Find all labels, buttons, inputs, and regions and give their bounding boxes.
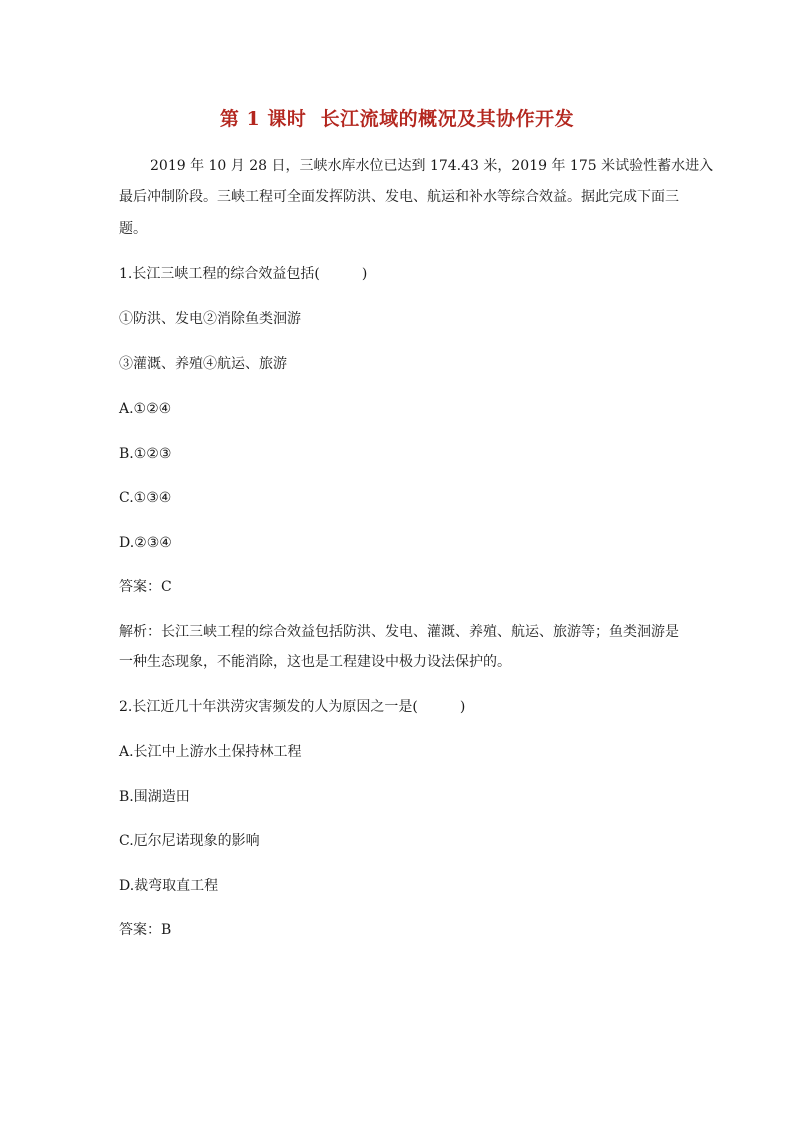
intro-line-2: 最后冲制阶段。三峡工程可全面发挥防洪、发电、航运和补水等综合效益。据此完成下面三 (119, 189, 679, 205)
question-1-items-line-2: ③灌溉、养殖④航运、旅游 (119, 356, 287, 372)
lesson-title: 第 1 课时 长江流域的概况及其协作开发 (219, 108, 575, 130)
question-1-items-line-1: ①防洪、发电②消除鱼类洄游 (119, 311, 301, 327)
question-2-answer: 答案：B (119, 922, 172, 938)
question-1-option-b: B.①②③ (119, 446, 172, 462)
question-1-answer: 答案：C (119, 579, 172, 595)
question-1-analysis-line-2: 一种生态现象，不能消除，这也是工程建设中极力设法保护的。 (119, 654, 511, 670)
question-2-option-c: C.厄尔尼诺现象的影响 (119, 833, 260, 849)
question-2-option-a: A.长江中上游水土保持林工程 (119, 744, 302, 760)
question-1-analysis-line-1: 解析：长江三峡工程的综合效益包括防洪、发电、灌溉、养殖、航运、旅游等；鱼类洄游是 (119, 624, 679, 640)
question-2-option-d: D.裁弯取直工程 (119, 878, 219, 894)
question-1-option-a: A.①②④ (119, 401, 172, 417)
intro-line-1: 2019 年 10 月 28 日，三峡水库水位已达到 174.43 米，2019 年 175 米试验性蓄水进入 (150, 158, 714, 174)
question-1-stem: 1.长江三峡工程的综合效益包括( ) (119, 266, 368, 282)
question-2-stem: 2.长江近几十年洪涝灾害频发的人为原因之一是( ) (119, 699, 466, 715)
intro-line-3: 题。 (119, 221, 147, 237)
question-1-option-d: D.②③④ (119, 535, 172, 551)
question-1-option-c: C.①③④ (119, 490, 172, 506)
question-2-option-b: B.围湖造田 (119, 789, 190, 805)
